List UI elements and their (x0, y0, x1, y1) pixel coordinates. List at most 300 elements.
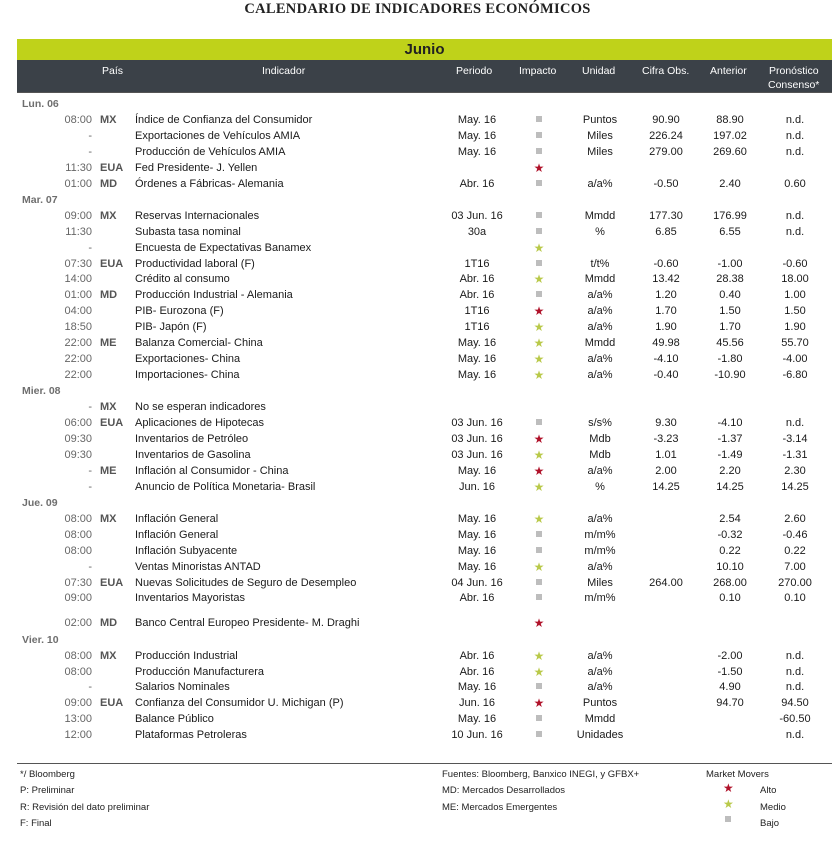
legend-alto: Alto (760, 785, 777, 796)
row-period: May. 16 (457, 560, 497, 573)
col-pais: País (102, 65, 124, 77)
row-prev: -0.32 (717, 528, 743, 541)
row-forecast: 1.90 (784, 321, 806, 334)
row-time: - (88, 129, 92, 142)
row-country: EUA (100, 697, 124, 710)
row-prev: 269.60 (713, 145, 747, 158)
row-indicator: Producción Industrial - Alemania (135, 289, 293, 302)
row-period: Abr. 16 (459, 649, 495, 662)
row-time: 08:00 (64, 512, 92, 525)
col-indicador: Indicador (262, 65, 306, 77)
col-consenso: Consenso* (768, 79, 820, 91)
row-unit: Miles (587, 129, 613, 142)
row-time: - (88, 560, 92, 573)
table-row (17, 511, 832, 527)
row-prev: 176.99 (713, 209, 747, 222)
row-forecast: -60.50 (779, 713, 811, 726)
row-unit: m/m% (584, 544, 616, 557)
row-prev: 0.22 (719, 544, 741, 557)
row-country: MD (100, 617, 118, 630)
md-note: MD: Mercados Desarrollados (442, 785, 566, 796)
row-unit: a/a% (587, 560, 613, 573)
row-indicator: PIB- Eurozona (F) (135, 305, 224, 318)
red-star-icon: ★ (533, 616, 545, 631)
row-period: May. 16 (457, 681, 497, 694)
day-label: Vier. 10 (22, 633, 59, 646)
row-indicator: Producción Industrial (135, 649, 238, 662)
table-row (17, 335, 832, 351)
row-indicator: Subasta tasa nominal (135, 225, 241, 238)
gray-square-icon (519, 543, 559, 559)
row-indicator: Salarios Nominales (135, 681, 230, 694)
row-prev: 2.40 (719, 177, 741, 190)
yellow-star-icon: ★ (533, 664, 545, 679)
row-unit: a/a% (587, 649, 613, 662)
gray-square-icon (519, 727, 559, 743)
row-unit: m/m% (584, 528, 616, 541)
row-country: EUA (100, 576, 124, 589)
row-period: Jun. 16 (458, 697, 496, 710)
gray-square-icon (519, 208, 559, 224)
row-period: Jun. 16 (458, 480, 496, 493)
row-unit: a/a% (587, 352, 613, 365)
gray-square-icon (519, 575, 559, 591)
row-period: 03 Jun. 16 (451, 417, 503, 429)
row-unit: % (595, 480, 605, 493)
row-prev: -10.90 (714, 368, 746, 381)
col-periodo: Periodo (456, 65, 493, 77)
row-prev: -1.80 (717, 352, 743, 365)
row-time: 08:00 (64, 665, 92, 678)
row-forecast: n.d. (785, 113, 805, 126)
row-forecast: 55.70 (781, 337, 809, 349)
row-forecast: 2.30 (784, 464, 806, 477)
row-prev: 0.40 (719, 289, 741, 302)
table-row (17, 711, 832, 727)
col-impacto: Impacto (519, 65, 557, 77)
table-row (17, 527, 832, 543)
row-forecast: 1.00 (784, 289, 806, 302)
row-time: 08:00 (64, 649, 92, 662)
row-time: 22:00 (64, 352, 92, 365)
table-header (17, 60, 832, 92)
row-prev: 0.10 (719, 592, 741, 605)
row-forecast: n.d. (785, 225, 805, 238)
row-indicator: Inflación Subyacente (135, 544, 238, 557)
table-row (17, 176, 832, 192)
red-star-icon: ★ (533, 696, 545, 711)
row-indicator: No se esperan indicadores (135, 401, 266, 414)
row-forecast: -4.00 (782, 352, 808, 365)
row-time: 11:30 (65, 225, 92, 238)
row-prev: 45.56 (716, 337, 744, 349)
row-obs: -3.23 (653, 432, 679, 445)
source-note: Fuentes: Bloomberg, Banxico INEGI, y GFBX+ (442, 769, 640, 780)
row-prev: 28.38 (716, 273, 744, 286)
row-indicator: Encuesta de Expectativas Banamex (135, 241, 312, 254)
day-label: Lun. 06 (22, 98, 59, 110)
table-row (17, 431, 832, 447)
row-time: - (88, 464, 92, 477)
row-forecast: n.d. (785, 665, 805, 678)
row-unit: Mmdd (584, 273, 616, 286)
row-forecast: n.d. (785, 129, 805, 142)
row-time: 09:00 (64, 209, 92, 222)
row-unit: Mdb (589, 432, 611, 445)
row-time: 22:00 (64, 337, 92, 349)
row-prev: 1.70 (719, 321, 741, 334)
row-obs: 49.98 (652, 337, 680, 349)
row-indicator: Órdenes a Fábricas- Alemania (135, 177, 284, 190)
row-period: Abr. 16 (459, 665, 495, 678)
table-row (17, 664, 832, 680)
col-unidad: Unidad (582, 65, 616, 77)
table-row (17, 256, 832, 272)
row-period: 1T16 (464, 305, 490, 318)
table-row (17, 351, 832, 367)
row-period: 1T16 (464, 321, 490, 334)
row-forecast: -1.31 (782, 448, 808, 461)
row-country: EUA (100, 417, 124, 429)
note-bloomberg: */ Bloomberg (20, 769, 75, 780)
row-indicator: Crédito al consumo (135, 273, 230, 286)
row-time: 02:00 (64, 617, 92, 630)
table-row (17, 367, 832, 383)
row-period: May. 16 (457, 464, 497, 477)
row-time: 11:30 (65, 161, 92, 174)
row-period: 1T16 (464, 257, 490, 270)
row-indicator: Reservas Internacionales (135, 209, 260, 222)
row-prev: 10.10 (716, 560, 744, 573)
row-time: - (88, 681, 92, 694)
row-obs: 9.30 (655, 417, 677, 429)
row-indicator: Exportaciones- China (135, 352, 241, 365)
row-prev: 2.54 (719, 512, 741, 525)
row-prev: 14.25 (716, 480, 744, 493)
table-row (17, 240, 832, 256)
yellow-star-icon: ★ (533, 240, 545, 255)
header-divider (17, 92, 832, 93)
row-time: 09:00 (64, 592, 92, 605)
row-prev: -4.10 (717, 417, 743, 429)
row-period: 04 Jun. 16 (451, 576, 503, 589)
row-forecast: 0.10 (784, 592, 806, 605)
row-unit: Puntos (582, 113, 618, 126)
gray-square-icon (519, 711, 559, 727)
row-forecast: -0.60 (782, 257, 808, 270)
row-obs: -0.50 (653, 177, 679, 190)
gray-square-icon (519, 224, 559, 240)
row-period: May. 16 (457, 129, 497, 142)
row-unit: a/a% (587, 321, 613, 334)
row-indicator: PIB- Japón (F) (135, 321, 207, 334)
row-period: May. 16 (457, 713, 497, 726)
row-obs: 279.00 (649, 145, 683, 158)
gray-square-icon (519, 527, 559, 543)
row-forecast: 94.50 (781, 697, 809, 710)
row-indicator: Balanza Comercial- China (135, 337, 263, 349)
note-revision: R: Revisión del dato preliminar (20, 802, 150, 813)
row-prev: 88.90 (716, 113, 744, 126)
row-time: 12:00 (64, 729, 92, 742)
row-unit: Miles (587, 145, 613, 158)
yellow-star-icon: ★ (533, 272, 545, 287)
footer-divider (17, 763, 832, 764)
me-note: ME: Mercados Emergentes (442, 802, 558, 813)
gray-square-icon (519, 287, 559, 303)
row-period: 03 Jun. 16 (451, 209, 503, 222)
row-indicator: Balance Público (135, 713, 214, 726)
row-forecast: 2.60 (784, 512, 806, 525)
row-country: MX (100, 512, 117, 525)
row-forecast: n.d. (785, 209, 805, 222)
row-unit: s/s% (588, 417, 612, 429)
row-unit: Miles (587, 576, 613, 589)
row-indicator: Anuncio de Política Monetaria- Brasil (135, 480, 316, 493)
yellow-star-icon: ★ (533, 367, 545, 382)
table-row (17, 559, 832, 575)
red-star-icon: ★ (533, 431, 545, 446)
row-prev: 268.00 (713, 576, 747, 589)
row-obs: 1.20 (655, 289, 677, 302)
row-period: May. 16 (457, 544, 497, 557)
gray-square-icon (519, 679, 559, 695)
row-forecast: n.d. (785, 417, 805, 429)
yellow-star-icon: ★ (723, 797, 734, 811)
row-time: 06:00 (64, 417, 92, 429)
row-period: Abr. 16 (459, 177, 495, 190)
row-time: 08:00 (64, 113, 92, 126)
row-country: ME (100, 464, 117, 477)
row-time: 18:50 (64, 321, 92, 334)
yellow-star-icon: ★ (533, 336, 545, 350)
row-obs: -0.60 (653, 257, 679, 270)
row-prev: -2.00 (717, 649, 743, 662)
row-indicator: Índice de Confianza del Consumidor (135, 113, 313, 126)
row-prev: 1.50 (719, 305, 741, 318)
row-unit: a/a% (587, 305, 613, 318)
table-row (17, 415, 832, 431)
row-country: MX (100, 113, 117, 126)
row-unit: Puntos (582, 697, 618, 710)
yellow-star-icon: ★ (533, 320, 545, 335)
row-forecast: 7.00 (784, 560, 806, 573)
row-obs: 1.70 (655, 305, 677, 318)
row-indicator: Inflación al Consumidor - China (135, 464, 289, 477)
row-time: - (88, 145, 92, 158)
yellow-star-icon: ★ (533, 479, 545, 494)
row-obs: 1.01 (655, 448, 677, 461)
row-time: 08:00 (64, 544, 92, 557)
yellow-star-icon: ★ (533, 559, 545, 574)
row-time: 07:30 (64, 257, 92, 270)
row-country: MD (100, 177, 118, 190)
row-time: 09:30 (64, 448, 92, 461)
row-country: MD (100, 289, 118, 302)
row-country: MX (100, 401, 117, 414)
gray-square-icon (519, 415, 559, 431)
gray-square-icon (519, 112, 559, 128)
table-row (17, 447, 832, 463)
table-row (17, 727, 832, 743)
row-indicator: Producción Manufacturera (135, 665, 265, 678)
note-final: F: Final (20, 818, 52, 829)
day-label: Mier. 08 (22, 385, 61, 398)
row-prev: -1.49 (717, 448, 743, 461)
row-obs: 6.85 (655, 225, 677, 238)
col-anterior: Anterior (710, 65, 747, 77)
row-forecast: n.d. (785, 729, 805, 742)
row-obs: -4.10 (653, 352, 679, 365)
legend-title: Market Movers (706, 769, 769, 780)
row-period: Abr. 16 (459, 592, 495, 605)
yellow-star-icon: ★ (533, 511, 545, 526)
row-obs: -0.40 (653, 368, 679, 381)
row-obs: 226.24 (649, 129, 683, 142)
row-period: May. 16 (457, 337, 497, 349)
row-unit: Mmdd (584, 713, 616, 726)
row-indicator: Inventarios de Petróleo (135, 432, 249, 445)
row-obs: 90.90 (652, 113, 680, 126)
gray-square-icon (519, 144, 559, 160)
row-time: 08:00 (64, 528, 92, 541)
row-period: May. 16 (457, 368, 497, 381)
row-time: 13:00 (64, 713, 92, 726)
row-time: 04:00 (64, 305, 92, 318)
row-unit: Mmdd (584, 337, 616, 349)
table-row (17, 112, 832, 128)
red-star-icon: ★ (533, 304, 545, 319)
row-unit: a/a% (587, 512, 613, 525)
row-time: - (88, 401, 92, 414)
row-unit: t/t% (590, 257, 610, 270)
row-forecast: n.d. (785, 145, 805, 158)
row-indicator: Productividad laboral (F) (135, 257, 255, 270)
legend-bajo: Bajo (760, 818, 780, 829)
table-row (17, 160, 832, 176)
table-row (17, 303, 832, 319)
row-unit: m/m% (584, 592, 616, 605)
row-time: 22:00 (64, 368, 92, 381)
table-row (17, 575, 832, 591)
table-row (17, 144, 832, 160)
row-unit: a/a% (587, 681, 613, 694)
col-pronostico: Pronóstico (769, 65, 819, 77)
gray-square-icon (519, 128, 559, 144)
row-indicator: Banco Central Europeo Presidente- M. Draghi (135, 617, 360, 630)
row-prev: 197.02 (713, 129, 747, 142)
note-preliminar: P: Preliminar (20, 785, 75, 796)
row-indicator: Inventarios Mayoristas (135, 592, 246, 605)
gray-square-icon (519, 176, 559, 192)
row-forecast: -6.80 (782, 368, 808, 381)
gray-square-icon (725, 815, 731, 826)
row-time: 01:00 (64, 177, 92, 190)
row-obs: 14.25 (652, 480, 680, 493)
legend-medio: Medio (760, 802, 786, 813)
row-prev: -1.00 (717, 257, 743, 270)
row-country: EUA (100, 161, 124, 174)
row-indicator: Inventarios de Gasolina (135, 448, 251, 461)
row-indicator: Importaciones- China (135, 368, 240, 381)
row-period: 03 Jun. 16 (451, 432, 503, 445)
row-prev: -1.50 (717, 665, 743, 678)
table-row (17, 463, 832, 479)
row-forecast: n.d. (785, 681, 805, 694)
yellow-star-icon: ★ (533, 447, 545, 462)
row-indicator: Aplicaciones de Hipotecas (135, 417, 265, 429)
table-row (17, 479, 832, 495)
row-obs: 13.42 (652, 273, 680, 286)
gray-square-icon (519, 590, 559, 606)
red-star-icon: ★ (723, 781, 734, 795)
row-time: - (88, 241, 92, 254)
row-indicator: Fed Presidente- J. Yellen (135, 161, 258, 174)
gray-square-icon (519, 256, 559, 272)
row-unit: a/a% (587, 464, 613, 477)
row-country: ME (100, 337, 117, 349)
row-obs: 1.90 (655, 321, 677, 334)
row-time: 09:30 (64, 432, 92, 445)
row-time: 14:00 (64, 273, 92, 286)
row-forecast: n.d. (785, 649, 805, 662)
row-period: May. 16 (457, 512, 497, 525)
row-indicator: Inflación General (135, 528, 219, 541)
row-indicator: Inflación General (135, 512, 219, 525)
row-forecast: 0.60 (784, 177, 806, 190)
row-obs: 2.00 (655, 464, 677, 477)
row-unit: % (595, 225, 605, 238)
table-row (17, 615, 832, 631)
row-forecast: -0.46 (782, 528, 808, 541)
row-country: MX (100, 209, 117, 222)
row-forecast: 0.22 (784, 544, 806, 557)
row-time: 07:30 (64, 576, 92, 589)
row-period: 03 Jun. 16 (451, 448, 503, 461)
row-indicator: Plataformas Petroleras (135, 729, 247, 742)
row-period: 10 Jun. 16 (451, 729, 503, 742)
row-obs: 177.30 (649, 209, 683, 222)
row-time: 09:00 (64, 697, 92, 710)
red-star-icon: ★ (533, 463, 545, 478)
row-forecast: 14.25 (781, 480, 809, 493)
row-prev: -1.37 (717, 432, 743, 445)
table-row (17, 319, 832, 335)
table-row (17, 287, 832, 303)
row-country: EUA (100, 257, 124, 270)
row-unit: a/a% (587, 177, 613, 190)
row-unit: a/a% (587, 368, 613, 381)
month-banner: Junio (17, 39, 832, 60)
day-label: Mar. 07 (22, 193, 58, 206)
table-row (17, 695, 832, 711)
yellow-star-icon: ★ (533, 351, 545, 366)
row-indicator: Confianza del Consumidor U. Michigan (P) (135, 697, 344, 710)
row-period: May. 16 (457, 145, 497, 158)
col-cifra: Cifra Obs. (642, 65, 690, 77)
table-row (17, 208, 832, 224)
page-title: CALENDARIO DE INDICADORES ECONÓMICOS (244, 1, 591, 17)
table-row (17, 679, 832, 695)
row-indicator: Ventas Minoristas ANTAD (135, 560, 261, 573)
table-row (17, 648, 832, 664)
day-label: Jue. 09 (22, 497, 58, 509)
row-period: May. 16 (457, 528, 497, 541)
row-period: Abr. 16 (459, 273, 495, 286)
row-prev: 2.20 (719, 464, 741, 477)
row-forecast: 270.00 (778, 576, 812, 589)
row-unit: Mmdd (584, 209, 616, 222)
